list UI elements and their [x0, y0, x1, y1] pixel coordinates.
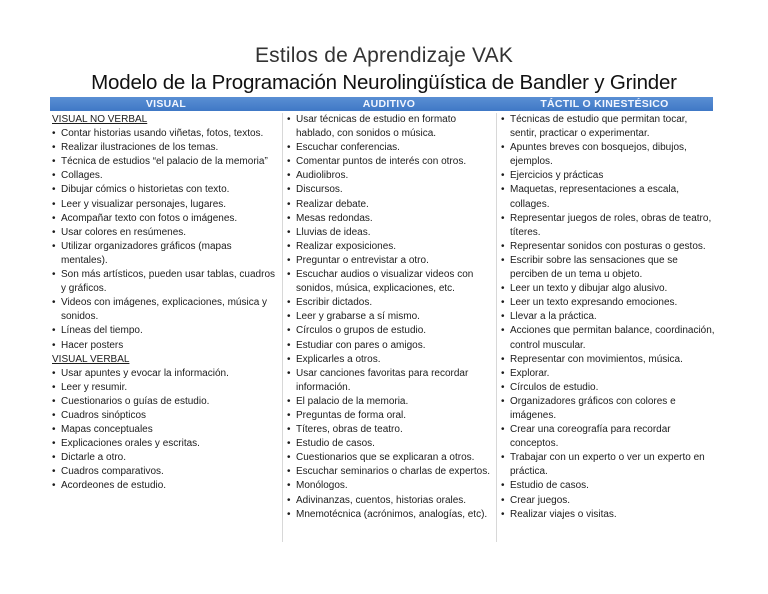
- list-item: • Contar historias usando viñetas, fotos, textos.: [50, 127, 279, 141]
- list-item: • Crear juegos.: [499, 494, 716, 508]
- list-item: • Explorar.: [499, 367, 716, 381]
- list-item: • Preguntar o entrevistar a otro.: [285, 254, 497, 268]
- header-visual: VISUAL: [145, 98, 187, 110]
- list-item: • Cuadros comparativos.: [50, 465, 279, 479]
- list-item: • Realizar viajes o visitas.: [499, 508, 716, 522]
- list-item: • Dibujar cómics o historietas con texto.: [50, 183, 279, 197]
- list-item: • Leer y resumir.: [50, 381, 279, 395]
- column-tactil: [496, 113, 716, 542]
- list-item: • Acciones que permitan balance, coordinación, control muscular.: [499, 324, 716, 352]
- learning-styles-table: [50, 97, 713, 542]
- list-item: • Realizar exposiciones.: [285, 240, 497, 254]
- list-item: • Usar apuntes y evocar la información.: [50, 367, 279, 381]
- list-item: • Son más artísticos, pueden usar tablas, cuadros y gráficos.: [50, 268, 279, 296]
- list-item: • Usar técnicas de estudio en formato hablado, con sonidos o música.: [285, 113, 497, 141]
- list-item: • Mnemotécnica (acrónimos, analogías, etc).: [285, 508, 497, 522]
- list-tactil: [499, 113, 716, 522]
- list-item: • Representar sonidos con posturas o gestos.: [499, 240, 716, 254]
- list-item: • Técnica de estudios “el palacio de la memoria”: [50, 155, 279, 169]
- list-item: • El palacio de la memoria.: [285, 395, 497, 409]
- list-item: • Realizar debate.: [285, 198, 497, 212]
- list-item: • Leer un texto y dibujar algo alusivo.: [499, 282, 716, 296]
- list-item: • Adivinanzas, cuentos, historias orales.: [285, 494, 497, 508]
- list-item: • Estudio de casos.: [285, 437, 497, 451]
- list-item: • Trabajar con un experto o ver un experto en práctica.: [499, 451, 716, 479]
- list-item: • Escuchar conferencias.: [285, 141, 497, 155]
- list-visual-verbal: [50, 367, 279, 494]
- list-item: • Escribir dictados.: [285, 296, 497, 310]
- list-item: • Cuestionarios que se explicaran a otros.: [285, 451, 497, 465]
- section-visual-no-verbal: VISUAL NO VERBAL: [52, 114, 148, 125]
- column-visual: [50, 113, 279, 542]
- list-item: • Leer y visualizar personajes, lugares.: [50, 198, 279, 212]
- document-title: Estilos de Aprendizaje VAK: [254, 44, 514, 67]
- list-item: • Leer y grabarse a sí mismo.: [285, 310, 497, 324]
- list-item: • Leer un texto expresando emociones.: [499, 296, 716, 310]
- list-item: • Organizadores gráficos con colores e imágenes.: [499, 395, 716, 423]
- list-item: • Cuestionarios o guías de estudio.: [50, 395, 279, 409]
- document-subtitle: Modelo de la Programación Neurolingüística de Bandler y Grinder: [91, 71, 677, 94]
- list-item: • Comentar puntos de interés con otros.: [285, 155, 497, 169]
- list-item: • Explicarles a otros.: [285, 353, 497, 367]
- list-item: • Videos con imágenes, explicaciones, música y sonidos.: [50, 296, 279, 324]
- header-tactil: TÁCTIL O KINESTÉSICO: [540, 98, 669, 110]
- list-item: • Mapas conceptuales: [50, 423, 279, 437]
- list-item: • Cuadros sinópticos: [50, 409, 279, 423]
- table-header-row: [50, 97, 713, 111]
- list-item: • Representar juegos de roles, obras de teatro, títeres.: [499, 212, 716, 240]
- list-item: • Explicaciones orales y escritas.: [50, 437, 279, 451]
- list-item: • Usar canciones favoritas para recordar información.: [285, 367, 497, 395]
- list-item: • Escuchar audios o visualizar videos con sonidos, música, explicaciones, etc.: [285, 268, 497, 296]
- list-item: • Realizar ilustraciones de los temas.: [50, 141, 279, 155]
- list-item: • Mesas redondas.: [285, 212, 497, 226]
- list-item: • Discursos.: [285, 183, 497, 197]
- list-item: • Preguntas de forma oral.: [285, 409, 497, 423]
- list-item: • Ejercicios y prácticas: [499, 169, 716, 183]
- list-item: • Líneas del tiempo.: [50, 324, 279, 338]
- list-item: • Audiolibros.: [285, 169, 497, 183]
- list-item: • Estudiar con pares o amigos.: [285, 339, 497, 353]
- list-item: • Acordeones de estudio.: [50, 479, 279, 493]
- list-item: • Escuchar seminarios o charlas de expertos.: [285, 465, 497, 479]
- list-item: • Escribir sobre las sensaciones que se perciben de un tema u objeto.: [499, 254, 716, 282]
- list-item: • Estudio de casos.: [499, 479, 716, 493]
- list-item: • Hacer posters: [50, 339, 279, 353]
- list-item: • Acompañar texto con fotos o imágenes.: [50, 212, 279, 226]
- list-item: • Usar colores en resúmenes.: [50, 226, 279, 240]
- list-item: • Crear una coreografía para recordar conceptos.: [499, 423, 716, 451]
- list-auditivo: [285, 113, 497, 522]
- list-item: • Collages.: [50, 169, 279, 183]
- list-item: • Apuntes breves con bosquejos, dibujos, ejemplos.: [499, 141, 716, 169]
- list-item: • Técnicas de estudio que permitan tocar, sentir, practicar o experimentar.: [499, 113, 716, 141]
- list-item: • Lluvias de ideas.: [285, 226, 497, 240]
- list-item: • Utilizar organizadores gráficos (mapas mentales).: [50, 240, 279, 268]
- list-item: • Dictarle a otro.: [50, 451, 279, 465]
- list-item: • Representar con movimientos, música.: [499, 353, 716, 367]
- column-auditivo: [282, 113, 497, 542]
- list-item: • Títeres, obras de teatro.: [285, 423, 497, 437]
- list-item: • Monólogos.: [285, 479, 497, 493]
- list-visual-no-verbal: [50, 127, 279, 353]
- list-item: • Llevar a la práctica.: [499, 310, 716, 324]
- list-item: • Maquetas, representaciones a escala, collages.: [499, 183, 716, 211]
- list-item: • Círculos de estudio.: [499, 381, 716, 395]
- header-auditivo: AUDITIVO: [362, 98, 416, 110]
- section-visual-verbal: VISUAL VERBAL: [52, 353, 130, 365]
- list-item: • Círculos o grupos de estudio.: [285, 324, 497, 338]
